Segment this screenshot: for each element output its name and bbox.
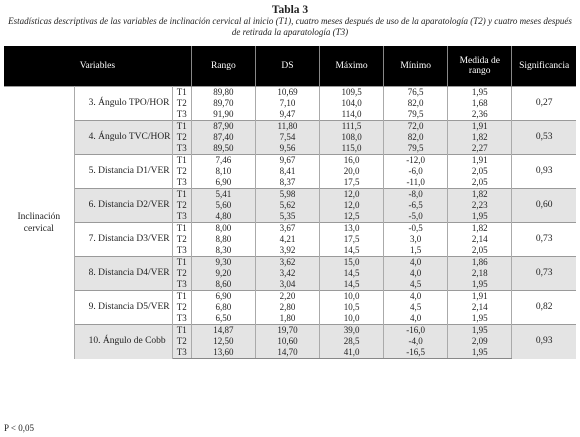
maximo-value: 104,0 bbox=[320, 98, 384, 109]
maximo-value: 14,5 bbox=[320, 245, 384, 257]
maximo-value: 12,0 bbox=[320, 200, 384, 211]
medida-rango-value: 2,05 bbox=[448, 245, 512, 257]
ds-value: 14,70 bbox=[255, 347, 319, 359]
significance-value: 0,93 bbox=[512, 325, 576, 359]
rango-value: 5,60 bbox=[191, 200, 255, 211]
table-row bbox=[4, 189, 576, 201]
time-point: T1 bbox=[172, 121, 191, 133]
medida-rango-value: 2,36 bbox=[448, 109, 512, 121]
rango-value: 14,87 bbox=[191, 325, 255, 337]
minimo-value: 4,0 bbox=[384, 313, 448, 325]
medida-rango-value: 2,18 bbox=[448, 268, 512, 279]
ds-value: 10,69 bbox=[255, 87, 319, 99]
medida-rango-value: 2,09 bbox=[448, 336, 512, 347]
maximo-value: 20,0 bbox=[320, 166, 384, 177]
maximo-value: 10,0 bbox=[320, 291, 384, 303]
ds-value: 5,98 bbox=[255, 189, 319, 201]
ds-value: 5,62 bbox=[255, 200, 319, 211]
minimo-value: 4,0 bbox=[384, 268, 448, 279]
footnote: P < 0,05 bbox=[4, 423, 34, 433]
maximo-value: 14,5 bbox=[320, 279, 384, 291]
rango-value: 6,90 bbox=[191, 177, 255, 189]
significance-value: 0,27 bbox=[512, 87, 576, 121]
medida-rango-value: 1,91 bbox=[448, 155, 512, 167]
medida-rango-value: 1,82 bbox=[448, 132, 512, 143]
time-point: T2 bbox=[172, 268, 191, 279]
medida-rango-value: 2,05 bbox=[448, 177, 512, 189]
rango-value: 13,60 bbox=[191, 347, 255, 359]
rango-value: 7,46 bbox=[191, 155, 255, 167]
header-maximo: Máximo bbox=[320, 46, 384, 87]
maximo-value: 12,0 bbox=[320, 189, 384, 201]
maximo-value: 16,0 bbox=[320, 155, 384, 167]
medida-rango-value: 1,95 bbox=[448, 211, 512, 223]
minimo-value: -16,0 bbox=[384, 325, 448, 337]
table-subtitle: Estadísticas descriptivas de las variables de inclinación cervical al inicio (T1), cuatro meses después de uso de la aparatología (T2) y cuatro meses después de retirada la aparatología (T3) bbox=[8, 16, 572, 37]
maximo-value: 41,0 bbox=[320, 347, 384, 359]
medida-rango-value: 1,95 bbox=[448, 313, 512, 325]
rango-value: 5,41 bbox=[191, 189, 255, 201]
ds-value: 9,47 bbox=[255, 109, 319, 121]
maximo-value: 28,5 bbox=[320, 336, 384, 347]
time-point: T3 bbox=[172, 109, 191, 121]
ds-value: 2,80 bbox=[255, 302, 319, 313]
table-row bbox=[4, 325, 576, 337]
maximo-value: 108,0 bbox=[320, 132, 384, 143]
table-row bbox=[4, 291, 576, 303]
rango-value: 4,80 bbox=[191, 211, 255, 223]
minimo-value: -16,5 bbox=[384, 347, 448, 359]
minimo-value: 82,0 bbox=[384, 132, 448, 143]
minimo-value: -11,0 bbox=[384, 177, 448, 189]
table-row bbox=[4, 257, 576, 269]
variable-name: 8. Distancia D4/VER bbox=[74, 257, 172, 291]
ds-value: 4,21 bbox=[255, 234, 319, 245]
time-point: T3 bbox=[172, 211, 191, 223]
header-rango: Rango bbox=[191, 46, 255, 87]
table-row bbox=[4, 155, 576, 167]
maximo-value: 17,5 bbox=[320, 177, 384, 189]
rango-value: 6,50 bbox=[191, 313, 255, 325]
ds-value: 1,80 bbox=[255, 313, 319, 325]
time-point: T3 bbox=[172, 347, 191, 359]
minimo-value: 3,0 bbox=[384, 234, 448, 245]
medida-rango-value: 1,91 bbox=[448, 121, 512, 133]
medida-rango-value: 1,82 bbox=[448, 189, 512, 201]
medida-rango-value: 2,27 bbox=[448, 143, 512, 155]
ds-value: 7,54 bbox=[255, 132, 319, 143]
time-point: T2 bbox=[172, 200, 191, 211]
variable-name: 9. Distancia D5/VER bbox=[74, 291, 172, 325]
rango-value: 9,30 bbox=[191, 257, 255, 269]
medida-rango-value: 2,05 bbox=[448, 166, 512, 177]
rango-value: 6,80 bbox=[191, 302, 255, 313]
time-point: T3 bbox=[172, 313, 191, 325]
rango-value: 6,90 bbox=[191, 291, 255, 303]
medida-rango-value: 1,91 bbox=[448, 291, 512, 303]
maximo-value: 109,5 bbox=[320, 87, 384, 99]
ds-value: 10,60 bbox=[255, 336, 319, 347]
time-point: T1 bbox=[172, 223, 191, 235]
ds-value: 5,35 bbox=[255, 211, 319, 223]
rango-value: 87,90 bbox=[191, 121, 255, 133]
medida-rango-value: 1,68 bbox=[448, 98, 512, 109]
variable-name: 3. Ángulo TPO/HOR bbox=[74, 87, 172, 121]
rango-value: 8,10 bbox=[191, 166, 255, 177]
medida-rango-value: 1,95 bbox=[448, 279, 512, 291]
time-point: T3 bbox=[172, 177, 191, 189]
rango-value: 8,30 bbox=[191, 245, 255, 257]
time-point: T3 bbox=[172, 279, 191, 291]
time-point: T2 bbox=[172, 166, 191, 177]
maximo-value: 111,5 bbox=[320, 121, 384, 133]
time-point: T3 bbox=[172, 143, 191, 155]
group-label: Inclinación cervical bbox=[4, 87, 74, 359]
rango-value: 89,70 bbox=[191, 98, 255, 109]
significance-value: 0,60 bbox=[512, 189, 576, 223]
time-point: T3 bbox=[172, 245, 191, 257]
ds-value: 3,62 bbox=[255, 257, 319, 269]
table-row bbox=[4, 87, 576, 99]
table-title: Tabla 3 bbox=[271, 4, 309, 16]
minimo-value: 82,0 bbox=[384, 98, 448, 109]
medida-rango-value: 1,95 bbox=[448, 325, 512, 337]
ds-value: 8,41 bbox=[255, 166, 319, 177]
variable-name: 6. Distancia D2/VER bbox=[74, 189, 172, 223]
minimo-value: 72,0 bbox=[384, 121, 448, 133]
minimo-value: -12,0 bbox=[384, 155, 448, 167]
rango-value: 8,60 bbox=[191, 279, 255, 291]
rango-value: 89,80 bbox=[191, 87, 255, 99]
time-point: T2 bbox=[172, 132, 191, 143]
minimo-value: 4,0 bbox=[384, 291, 448, 303]
rango-value: 8,00 bbox=[191, 223, 255, 235]
maximo-value: 10,0 bbox=[320, 313, 384, 325]
maximo-value: 114,0 bbox=[320, 109, 384, 121]
ds-value: 7,10 bbox=[255, 98, 319, 109]
medida-rango-value: 1,95 bbox=[448, 347, 512, 359]
variable-name: 4. Ángulo TVC/HOR bbox=[74, 121, 172, 155]
ds-value: 8,37 bbox=[255, 177, 319, 189]
header-variables: Variables bbox=[4, 46, 191, 87]
ds-value: 9,67 bbox=[255, 155, 319, 167]
header-ds: DS bbox=[255, 46, 319, 87]
maximo-value: 14,5 bbox=[320, 268, 384, 279]
statistics-table bbox=[4, 46, 576, 359]
time-point: T1 bbox=[172, 155, 191, 167]
rango-value: 89,50 bbox=[191, 143, 255, 155]
time-point: T2 bbox=[172, 234, 191, 245]
maximo-value: 10,5 bbox=[320, 302, 384, 313]
minimo-value: -4,0 bbox=[384, 336, 448, 347]
time-point: T1 bbox=[172, 189, 191, 201]
maximo-value: 115,0 bbox=[320, 143, 384, 155]
minimo-value: -0,5 bbox=[384, 223, 448, 235]
header-minimo: Mínimo bbox=[384, 46, 448, 87]
minimo-value: 4,5 bbox=[384, 302, 448, 313]
medida-rango-value: 2,14 bbox=[448, 234, 512, 245]
time-point: T1 bbox=[172, 257, 191, 269]
rango-value: 91,90 bbox=[191, 109, 255, 121]
rango-value: 87,40 bbox=[191, 132, 255, 143]
maximo-value: 13,0 bbox=[320, 223, 384, 235]
medida-rango-value: 2,14 bbox=[448, 302, 512, 313]
maximo-value: 39,0 bbox=[320, 325, 384, 337]
ds-value: 3,92 bbox=[255, 245, 319, 257]
table-body bbox=[4, 87, 576, 359]
ds-value: 2,20 bbox=[255, 291, 319, 303]
header-medida-rango: Medida de rango bbox=[448, 46, 512, 87]
significance-value: 0,53 bbox=[512, 121, 576, 155]
time-point: T1 bbox=[172, 325, 191, 337]
medida-rango-value: 1,86 bbox=[448, 257, 512, 269]
time-point: T2 bbox=[172, 336, 191, 347]
medida-rango-value: 1,82 bbox=[448, 223, 512, 235]
time-point: T1 bbox=[172, 291, 191, 303]
variable-name: 5. Distancia D1/VER bbox=[74, 155, 172, 189]
maximo-value: 15,0 bbox=[320, 257, 384, 269]
minimo-value: -6,5 bbox=[384, 200, 448, 211]
time-point: T2 bbox=[172, 302, 191, 313]
significance-value: 0,82 bbox=[512, 291, 576, 325]
ds-value: 3,42 bbox=[255, 268, 319, 279]
maximo-value: 17,5 bbox=[320, 234, 384, 245]
rango-value: 12,50 bbox=[191, 336, 255, 347]
minimo-value: 76,5 bbox=[384, 87, 448, 99]
maximo-value: 12,5 bbox=[320, 211, 384, 223]
ds-value: 11,80 bbox=[255, 121, 319, 133]
time-point: T1 bbox=[172, 87, 191, 99]
ds-value: 9,56 bbox=[255, 143, 319, 155]
ds-value: 3,67 bbox=[255, 223, 319, 235]
rango-value: 8,80 bbox=[191, 234, 255, 245]
table-row bbox=[4, 121, 576, 133]
minimo-value: -6,0 bbox=[384, 166, 448, 177]
significance-value: 0,73 bbox=[512, 223, 576, 257]
rango-value: 9,20 bbox=[191, 268, 255, 279]
table-row bbox=[4, 223, 576, 235]
ds-value: 19,70 bbox=[255, 325, 319, 337]
medida-rango-value: 2,23 bbox=[448, 200, 512, 211]
minimo-value: 4,5 bbox=[384, 279, 448, 291]
minimo-value: 79,5 bbox=[384, 143, 448, 155]
minimo-value: -5,0 bbox=[384, 211, 448, 223]
variable-name: 7. Distancia D3/VER bbox=[74, 223, 172, 257]
minimo-value: 1,5 bbox=[384, 245, 448, 257]
minimo-value: -8,0 bbox=[384, 189, 448, 201]
header-significancia: Significancia bbox=[512, 46, 576, 87]
medida-rango-value: 1,95 bbox=[448, 87, 512, 99]
minimo-value: 4,0 bbox=[384, 257, 448, 269]
ds-value: 3,04 bbox=[255, 279, 319, 291]
significance-value: 0,93 bbox=[512, 155, 576, 189]
header-row bbox=[4, 46, 576, 87]
minimo-value: 79,5 bbox=[384, 109, 448, 121]
time-point: T2 bbox=[172, 98, 191, 109]
variable-name: 10. Ángulo de Cobb bbox=[74, 325, 172, 359]
significance-value: 0,73 bbox=[512, 257, 576, 291]
